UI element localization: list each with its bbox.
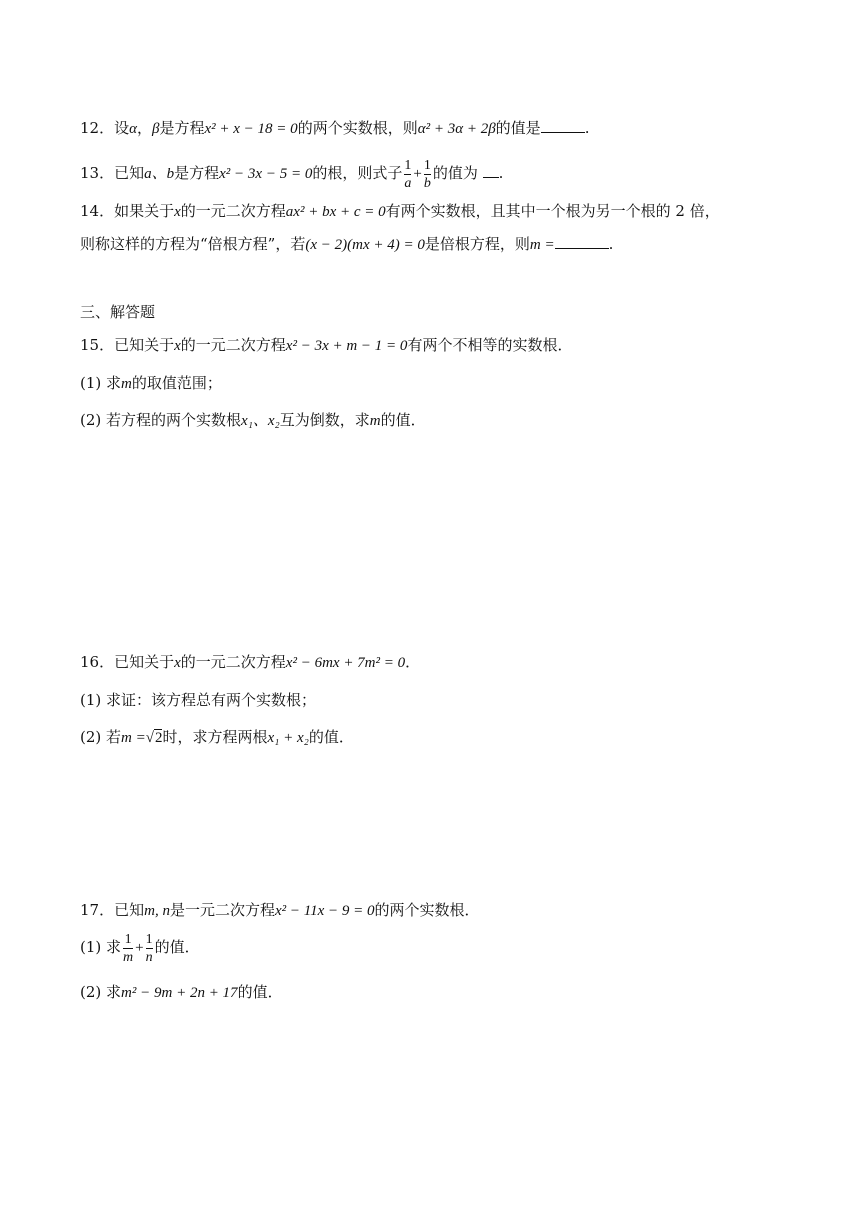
question-16-part-2: (2) 若m =√2时，求方程两根x₁ + x₂的值． (80, 728, 354, 746)
answer-blank[interactable] (483, 163, 499, 178)
fraction-1-over-b: $\frac{1}{b}$ (423, 157, 431, 191)
question-15-part-1: (1) 求m的取值范围； (80, 374, 222, 392)
question-16-part-1: (1) 求证：该方程总有两个实数根； (80, 691, 317, 709)
equation: x² − 6mx + 7m² = 0 (285, 655, 406, 671)
question-14-line-1: 14．如果关于x的一元二次方程ax² + bx + c = 0有两个实数根，且其中一个根为另一个根的 2 倍， (80, 202, 720, 220)
expression: α² + 3α + 2β (417, 121, 496, 137)
question-number: 12． (80, 119, 115, 137)
sqrt-sign: √ (145, 730, 154, 746)
answer-blank[interactable] (541, 118, 585, 133)
question-16: 16．已知关于x的一元二次方程x² − 6mx + 7m² = 0． (80, 653, 421, 671)
equation: (x − 2)(mx + 4) = 0 (305, 237, 425, 253)
equation: x² − 3x + m − 1 = 0 (285, 338, 408, 354)
answer-blank[interactable] (555, 234, 609, 249)
question-13: 13．已知a、b是方程x² − 3x − 5 = 0的根，则式子 $\frac{1}{a}$ + $\frac{1}{b}$ 的值为 . (80, 157, 504, 191)
question-14-line-2: 则称这样的方程为“倍根方程”，若(x − 2)(mx + 4) = 0是倍根方程，则m = . (80, 235, 614, 253)
fraction-1-over-a: $\frac{1}{a}$ (404, 157, 412, 191)
fraction-1-over-n: $\frac{1}{n}$ (145, 931, 153, 965)
question-17-part-2: (2) 求m² − 9m + 2n + 17的值． (80, 983, 283, 1001)
question-15: 15．已知关于x的一元二次方程x² − 3x + m − 1 = 0有两个不相等的实数根． (80, 336, 573, 354)
expression: m² − 9m + 2n + 17 (121, 985, 238, 1001)
question-17: 17．已知m, n是一元二次方程x² − 11x − 9 = 0的两个实数根． (80, 901, 480, 919)
question-17-part-1: (1) 求 $\frac{1}{m}$ + $\frac{1}{n}$ 的值． (80, 931, 200, 965)
equation: x² + x − 18 = 0 (204, 121, 298, 137)
equation: x² − 3x − 5 = 0 (219, 166, 313, 182)
question-15-part-2: (2) 若方程的两个实数根x₁、x₂互为倒数，求m的值． (80, 411, 426, 429)
equation: ax² + bx + c = 0 (285, 204, 386, 220)
section-title: 三、解答题 (80, 303, 156, 321)
question-12: 12．设α，β是方程x² + x − 18 = 0的两个实数根，则α² + 3α + 2β的值是 . (80, 119, 590, 137)
equation: x² − 11x − 9 = 0 (274, 903, 375, 919)
fraction-1-over-m: $\frac{1}{m}$ (123, 931, 134, 965)
